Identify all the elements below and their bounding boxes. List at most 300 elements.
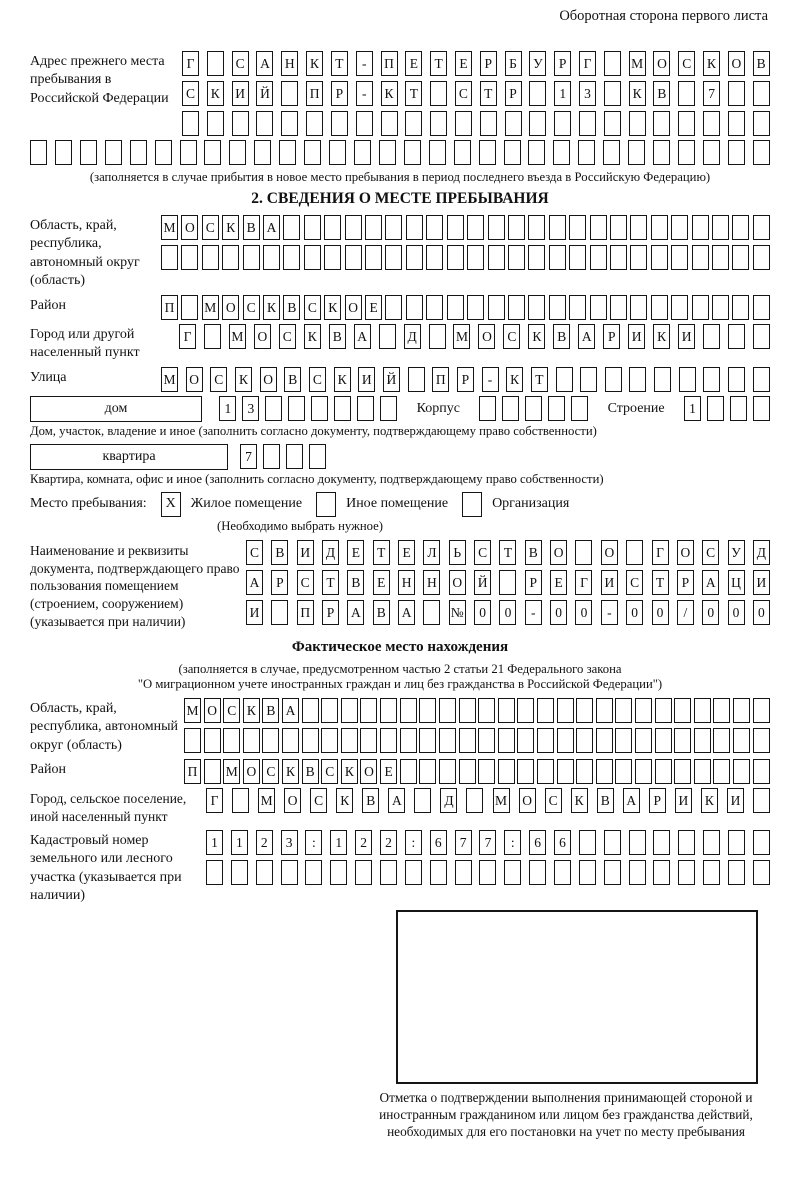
char-box[interactable]	[455, 860, 472, 885]
char-box[interactable]: 6	[430, 830, 447, 855]
char-box[interactable]	[502, 396, 519, 421]
char-box[interactable]	[703, 367, 720, 392]
char-box[interactable]	[549, 295, 566, 320]
char-box[interactable]: В	[283, 295, 300, 320]
char-box[interactable]: В	[329, 324, 346, 349]
char-box[interactable]	[302, 728, 319, 753]
char-box[interactable]: Г	[206, 788, 223, 813]
char-box[interactable]	[671, 245, 688, 270]
char-box[interactable]	[678, 111, 695, 136]
char-box[interactable]	[678, 860, 695, 885]
char-box[interactable]	[204, 759, 221, 784]
char-box[interactable]	[753, 81, 770, 106]
char-box[interactable]: Г	[652, 540, 669, 565]
char-box[interactable]: 7	[479, 830, 496, 855]
char-box[interactable]	[712, 295, 729, 320]
char-box[interactable]: :	[504, 830, 521, 855]
char-box[interactable]	[728, 830, 745, 855]
char-box[interactable]: К	[571, 788, 588, 813]
char-box[interactable]	[557, 728, 574, 753]
char-box[interactable]	[549, 245, 566, 270]
char-box[interactable]: Р	[649, 788, 666, 813]
char-box[interactable]: М	[258, 788, 275, 813]
char-box[interactable]	[385, 245, 402, 270]
char-box[interactable]	[548, 396, 565, 421]
char-box[interactable]	[671, 295, 688, 320]
char-box[interactable]	[357, 396, 374, 421]
char-box[interactable]: К	[282, 759, 299, 784]
char-box[interactable]: В	[653, 81, 670, 106]
char-box[interactable]	[130, 140, 147, 165]
char-box[interactable]	[517, 759, 534, 784]
char-box[interactable]: 1	[554, 81, 571, 106]
char-box[interactable]	[321, 698, 338, 723]
char-box[interactable]: Е	[347, 540, 364, 565]
char-box[interactable]	[439, 759, 456, 784]
char-box[interactable]	[254, 140, 271, 165]
char-box[interactable]	[629, 830, 646, 855]
char-box[interactable]	[753, 245, 770, 270]
char-box[interactable]	[207, 111, 224, 136]
char-box[interactable]	[605, 367, 622, 392]
char-box[interactable]: Д	[322, 540, 339, 565]
char-box[interactable]	[678, 81, 695, 106]
char-box[interactable]: Т	[531, 367, 548, 392]
char-box[interactable]: С	[279, 324, 296, 349]
char-box[interactable]: Б	[505, 51, 522, 76]
char-box[interactable]: О	[222, 295, 239, 320]
char-box[interactable]	[304, 140, 321, 165]
char-box[interactable]	[204, 140, 221, 165]
char-box[interactable]	[635, 759, 652, 784]
char-box[interactable]: К	[222, 215, 239, 240]
char-box[interactable]	[579, 830, 596, 855]
char-box[interactable]: Н	[398, 570, 415, 595]
char-box[interactable]	[281, 111, 298, 136]
char-box[interactable]: Р	[505, 81, 522, 106]
char-box[interactable]	[703, 830, 720, 855]
char-box[interactable]	[610, 215, 627, 240]
char-box[interactable]	[478, 698, 495, 723]
char-box[interactable]: 0	[499, 600, 516, 625]
char-box[interactable]: 1	[231, 830, 248, 855]
char-box[interactable]: М	[229, 324, 246, 349]
char-box[interactable]	[629, 367, 646, 392]
char-box[interactable]: -	[525, 600, 542, 625]
char-box[interactable]: А	[578, 324, 595, 349]
char-box[interactable]: Р	[603, 324, 620, 349]
char-box[interactable]: И	[297, 540, 314, 565]
char-box[interactable]	[712, 245, 729, 270]
char-box[interactable]	[753, 759, 770, 784]
char-box[interactable]: В	[347, 570, 364, 595]
char-box[interactable]: В	[525, 540, 542, 565]
char-box[interactable]	[345, 215, 362, 240]
char-box[interactable]: О	[653, 51, 670, 76]
char-box[interactable]	[360, 698, 377, 723]
char-box[interactable]	[459, 728, 476, 753]
char-box[interactable]	[414, 788, 431, 813]
char-box[interactable]	[329, 140, 346, 165]
char-box[interactable]	[517, 728, 534, 753]
char-box[interactable]: С	[223, 698, 240, 723]
char-box[interactable]	[281, 81, 298, 106]
char-box[interactable]: 1	[330, 830, 347, 855]
char-box[interactable]	[288, 396, 305, 421]
char-box[interactable]	[204, 324, 221, 349]
char-box[interactable]	[479, 860, 496, 885]
char-box[interactable]	[692, 245, 709, 270]
char-box[interactable]	[569, 245, 586, 270]
char-box[interactable]	[161, 245, 178, 270]
char-box[interactable]: М	[161, 367, 178, 392]
char-box[interactable]: Й	[474, 570, 491, 595]
char-box[interactable]	[604, 51, 621, 76]
char-box[interactable]: С	[702, 540, 719, 565]
char-box[interactable]: В	[362, 788, 379, 813]
char-box[interactable]	[345, 245, 362, 270]
char-box[interactable]	[615, 698, 632, 723]
char-box[interactable]: 2	[380, 830, 397, 855]
char-box[interactable]	[713, 759, 730, 784]
char-box[interactable]	[590, 295, 607, 320]
char-box[interactable]: О	[186, 367, 203, 392]
checkbox-inoe[interactable]	[316, 492, 336, 517]
char-box[interactable]	[385, 215, 402, 240]
char-box[interactable]	[671, 215, 688, 240]
char-box[interactable]	[304, 245, 321, 270]
char-box[interactable]	[243, 245, 260, 270]
char-box[interactable]: Д	[753, 540, 770, 565]
char-box[interactable]: 0	[702, 600, 719, 625]
char-box[interactable]	[653, 830, 670, 855]
char-box[interactable]	[753, 295, 770, 320]
char-box[interactable]	[271, 600, 288, 625]
char-box[interactable]	[730, 396, 747, 421]
char-box[interactable]	[400, 728, 417, 753]
char-box[interactable]	[703, 324, 720, 349]
char-box[interactable]: И	[675, 788, 692, 813]
char-box[interactable]: 0	[575, 600, 592, 625]
char-box[interactable]	[419, 759, 436, 784]
char-box[interactable]	[380, 698, 397, 723]
char-box[interactable]: В	[597, 788, 614, 813]
char-box[interactable]	[655, 728, 672, 753]
char-box[interactable]: М	[629, 51, 646, 76]
char-box[interactable]: М	[202, 295, 219, 320]
char-box[interactable]	[653, 111, 670, 136]
char-box[interactable]	[537, 759, 554, 784]
char-box[interactable]: А	[388, 788, 405, 813]
char-box[interactable]	[454, 140, 471, 165]
char-box[interactable]	[615, 759, 632, 784]
char-box[interactable]	[529, 860, 546, 885]
char-box[interactable]	[265, 396, 282, 421]
char-box[interactable]	[610, 295, 627, 320]
char-box[interactable]	[576, 728, 593, 753]
char-box[interactable]	[753, 698, 770, 723]
char-box[interactable]: Е	[550, 570, 567, 595]
char-box[interactable]: Т	[331, 51, 348, 76]
char-box[interactable]	[479, 140, 496, 165]
char-box[interactable]: Е	[373, 570, 390, 595]
char-box[interactable]: А	[347, 600, 364, 625]
char-box[interactable]: К	[653, 324, 670, 349]
char-box[interactable]: Р	[457, 367, 474, 392]
char-box[interactable]: -	[601, 600, 618, 625]
char-box[interactable]: В	[553, 324, 570, 349]
char-box[interactable]	[324, 245, 341, 270]
char-box[interactable]	[488, 245, 505, 270]
char-box[interactable]: С	[503, 324, 520, 349]
char-box[interactable]	[630, 245, 647, 270]
char-box[interactable]	[365, 245, 382, 270]
char-box[interactable]	[408, 367, 425, 392]
char-box[interactable]	[447, 215, 464, 240]
char-box[interactable]: :	[405, 830, 422, 855]
char-box[interactable]: О	[243, 759, 260, 784]
char-box[interactable]: /	[677, 600, 694, 625]
char-box[interactable]	[306, 111, 323, 136]
char-box[interactable]: И	[246, 600, 263, 625]
char-box[interactable]	[498, 728, 515, 753]
char-box[interactable]	[630, 215, 647, 240]
char-box[interactable]	[380, 728, 397, 753]
char-box[interactable]	[30, 140, 47, 165]
char-box[interactable]: С	[246, 540, 263, 565]
char-box[interactable]	[439, 698, 456, 723]
char-box[interactable]	[732, 215, 749, 240]
checkbox-zhiloe[interactable]: X	[161, 492, 181, 517]
char-box[interactable]	[753, 215, 770, 240]
char-box[interactable]: К	[341, 759, 358, 784]
char-box[interactable]: А	[354, 324, 371, 349]
char-box[interactable]: 1	[206, 830, 223, 855]
char-box[interactable]	[334, 396, 351, 421]
char-box[interactable]: М	[493, 788, 510, 813]
char-box[interactable]	[604, 111, 621, 136]
char-box[interactable]	[579, 860, 596, 885]
char-box[interactable]	[580, 367, 597, 392]
char-box[interactable]: Г	[179, 324, 196, 349]
char-box[interactable]	[674, 759, 691, 784]
char-box[interactable]: 0	[626, 600, 643, 625]
char-box[interactable]	[504, 860, 521, 885]
char-box[interactable]: С	[202, 215, 219, 240]
char-box[interactable]: Ц	[728, 570, 745, 595]
char-box[interactable]	[331, 111, 348, 136]
char-box[interactable]	[305, 860, 322, 885]
char-box[interactable]: С	[210, 367, 227, 392]
char-box[interactable]	[529, 81, 546, 106]
char-box[interactable]	[405, 111, 422, 136]
char-box[interactable]	[419, 728, 436, 753]
char-box[interactable]	[653, 140, 670, 165]
char-box[interactable]	[181, 295, 198, 320]
char-box[interactable]: 2	[355, 830, 372, 855]
char-box[interactable]	[302, 698, 319, 723]
dom-field[interactable]	[30, 396, 202, 422]
char-box[interactable]: С	[678, 51, 695, 76]
char-box[interactable]	[713, 698, 730, 723]
char-box[interactable]	[426, 245, 443, 270]
char-box[interactable]	[455, 111, 472, 136]
char-box[interactable]: И	[601, 570, 618, 595]
char-box[interactable]	[467, 295, 484, 320]
char-box[interactable]	[753, 140, 770, 165]
char-box[interactable]: Р	[322, 600, 339, 625]
char-box[interactable]	[360, 728, 377, 753]
char-box[interactable]: И	[678, 324, 695, 349]
char-box[interactable]: К	[703, 51, 720, 76]
char-box[interactable]	[180, 140, 197, 165]
char-box[interactable]: К	[381, 81, 398, 106]
char-box[interactable]: О	[360, 759, 377, 784]
char-box[interactable]	[459, 698, 476, 723]
char-box[interactable]	[232, 111, 249, 136]
char-box[interactable]	[753, 367, 770, 392]
char-box[interactable]	[243, 728, 260, 753]
char-box[interactable]	[430, 860, 447, 885]
char-box[interactable]: 7	[240, 444, 257, 469]
char-box[interactable]	[712, 215, 729, 240]
char-box[interactable]	[355, 860, 372, 885]
char-box[interactable]	[728, 140, 745, 165]
char-box[interactable]	[478, 728, 495, 753]
char-box[interactable]	[732, 245, 749, 270]
char-box[interactable]	[615, 728, 632, 753]
char-box[interactable]: Т	[373, 540, 390, 565]
char-box[interactable]	[404, 140, 421, 165]
char-box[interactable]	[626, 540, 643, 565]
char-box[interactable]: В	[262, 698, 279, 723]
char-box[interactable]: К	[207, 81, 224, 106]
char-box[interactable]	[604, 81, 621, 106]
char-box[interactable]: Г	[182, 51, 199, 76]
char-box[interactable]: П	[184, 759, 201, 784]
char-box[interactable]: :	[305, 830, 322, 855]
char-box[interactable]	[479, 396, 496, 421]
char-box[interactable]	[674, 728, 691, 753]
char-box[interactable]: А	[246, 570, 263, 595]
char-box[interactable]	[728, 81, 745, 106]
char-box[interactable]	[281, 860, 298, 885]
char-box[interactable]	[537, 698, 554, 723]
char-box[interactable]	[419, 698, 436, 723]
char-box[interactable]: О	[260, 367, 277, 392]
char-box[interactable]	[223, 728, 240, 753]
char-box[interactable]	[508, 245, 525, 270]
char-box[interactable]	[105, 140, 122, 165]
char-box[interactable]	[429, 324, 446, 349]
char-box[interactable]	[381, 111, 398, 136]
char-box[interactable]	[528, 245, 545, 270]
char-box[interactable]: К	[324, 295, 341, 320]
char-box[interactable]	[528, 140, 545, 165]
char-box[interactable]: Р	[525, 570, 542, 595]
char-box[interactable]	[569, 215, 586, 240]
char-box[interactable]: 0	[652, 600, 669, 625]
char-box[interactable]	[505, 111, 522, 136]
char-box[interactable]: 1	[219, 396, 236, 421]
char-box[interactable]: Д	[440, 788, 457, 813]
char-box[interactable]	[480, 111, 497, 136]
char-box[interactable]: Г	[579, 51, 596, 76]
char-box[interactable]	[728, 367, 745, 392]
char-box[interactable]	[753, 830, 770, 855]
char-box[interactable]: О	[519, 788, 536, 813]
char-box[interactable]	[498, 698, 515, 723]
char-box[interactable]	[309, 444, 326, 469]
char-box[interactable]: 2	[256, 830, 273, 855]
char-box[interactable]	[728, 111, 745, 136]
char-box[interactable]: 0	[728, 600, 745, 625]
char-box[interactable]	[447, 295, 464, 320]
char-box[interactable]	[596, 728, 613, 753]
char-box[interactable]	[651, 245, 668, 270]
char-box[interactable]	[262, 728, 279, 753]
char-box[interactable]	[753, 324, 770, 349]
char-box[interactable]	[579, 111, 596, 136]
char-box[interactable]	[229, 140, 246, 165]
char-box[interactable]: О	[601, 540, 618, 565]
char-box[interactable]: О	[677, 540, 694, 565]
char-box[interactable]: К	[629, 81, 646, 106]
char-box[interactable]	[304, 215, 321, 240]
char-box[interactable]: А	[263, 215, 280, 240]
char-box[interactable]	[753, 111, 770, 136]
char-box[interactable]	[488, 215, 505, 240]
char-box[interactable]	[430, 111, 447, 136]
char-box[interactable]	[578, 140, 595, 165]
char-box[interactable]: С	[304, 295, 321, 320]
char-box[interactable]: М	[161, 215, 178, 240]
char-box[interactable]: Т	[499, 540, 516, 565]
char-box[interactable]	[557, 759, 574, 784]
char-box[interactable]	[694, 728, 711, 753]
char-box[interactable]	[488, 295, 505, 320]
char-box[interactable]	[498, 759, 515, 784]
char-box[interactable]	[379, 324, 396, 349]
char-box[interactable]: У	[728, 540, 745, 565]
char-box[interactable]	[341, 698, 358, 723]
char-box[interactable]	[155, 140, 172, 165]
char-box[interactable]	[365, 215, 382, 240]
char-box[interactable]	[604, 830, 621, 855]
char-box[interactable]	[181, 245, 198, 270]
char-box[interactable]	[596, 759, 613, 784]
char-box[interactable]	[256, 111, 273, 136]
char-box[interactable]: О	[449, 570, 466, 595]
char-box[interactable]	[406, 245, 423, 270]
char-box[interactable]: Й	[383, 367, 400, 392]
char-box[interactable]	[537, 728, 554, 753]
char-box[interactable]: Р	[331, 81, 348, 106]
char-box[interactable]: М	[223, 759, 240, 784]
char-box[interactable]	[466, 788, 483, 813]
char-box[interactable]	[467, 245, 484, 270]
char-box[interactable]	[703, 140, 720, 165]
char-box[interactable]: С	[243, 295, 260, 320]
char-box[interactable]	[596, 698, 613, 723]
char-box[interactable]	[678, 140, 695, 165]
char-box[interactable]	[405, 860, 422, 885]
char-box[interactable]	[571, 396, 588, 421]
char-box[interactable]: Р	[480, 51, 497, 76]
char-box[interactable]: Р	[271, 570, 288, 595]
char-box[interactable]: П	[381, 51, 398, 76]
char-box[interactable]: -	[482, 367, 499, 392]
